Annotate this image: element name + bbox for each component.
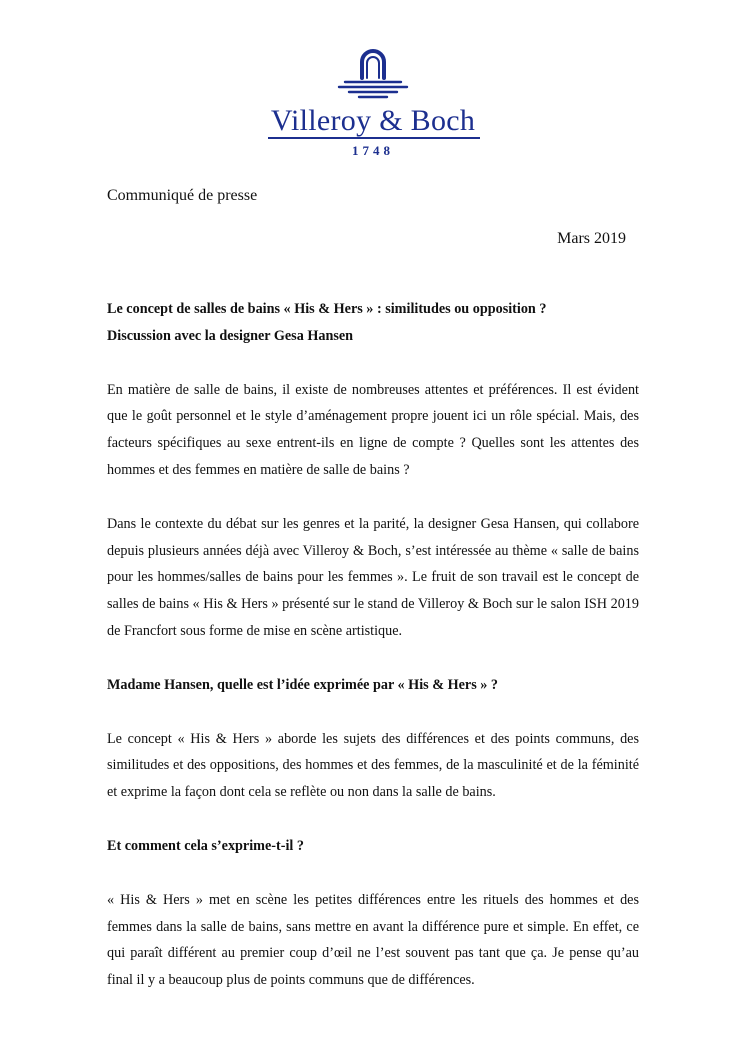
title-line-1: Le concept de salles de bains « His & Hers » : similitudes ou opposition ? [107, 301, 547, 317]
fountain-arch-icon [335, 44, 411, 104]
document-body [107, 296, 639, 994]
document-type: Communiqué de presse [107, 187, 258, 204]
question-2: Et comment cela s’exprime-t-il ? [107, 837, 304, 854]
question-1: Madame Hansen, quelle est l’idée exprimée par « His & Hers » ? [107, 676, 499, 693]
answer-1: Le concept « His & Hers » aborde les sujets des différences et des points communs, des similitudes et des oppositions, des hommes et des femmes, de la masculinité et de la féminité et exprime la façon dont cela se reflète ou non dans la salle de bains. [107, 730, 639, 801]
brand-name: Villeroy & Boch [270, 104, 476, 137]
brand-year: 1748 [352, 143, 394, 158]
title-line-2: Discussion avec la designer Gesa Hansen [107, 327, 354, 344]
document-date: Mars 2019 [557, 230, 626, 247]
paragraph-context: Dans le contexte du débat sur les genres et la parité, la designer Gesa Hansen, qui collabore depuis plusieurs années déjà avec Villeroy & Boch, s’est intéressée au thème « salle de bains pour les hommes/salles de bains pour les femmes ». Le fruit de son travail est le concept de salles de bains « His & Hers » présenté sur le stand de Villeroy & Boch sur le salon ISH 2019 de Francfort sous forme de mise en scène artistique. [107, 515, 639, 639]
answer-2: « His & Hers » met en scène les petites différences entre les rituels des hommes et des femmes dans la salle de bains, sans mettre en avant la différence pure et simple. En effet, ce qui paraît différent au premier coup d’œil ne l’est souvent pas tant que ça. Je pense qu’au final il y a beaucoup plus de points communs que de différences. [107, 891, 639, 989]
paragraph-intro: En matière de salle de bains, il existe de nombreuses attentes et préférences. Il est évident que le goût personnel et le style d’aménagement propre jouent ici un rôle spécial. Mais, des facteurs spécifiques au sexe entrent-ils en ligne de compte ? Quelles sont les attentes des hommes et des femmes en matière de salle de bains ? [107, 381, 639, 478]
brand-logo [0, 40, 746, 162]
brand-underline [268, 137, 480, 139]
